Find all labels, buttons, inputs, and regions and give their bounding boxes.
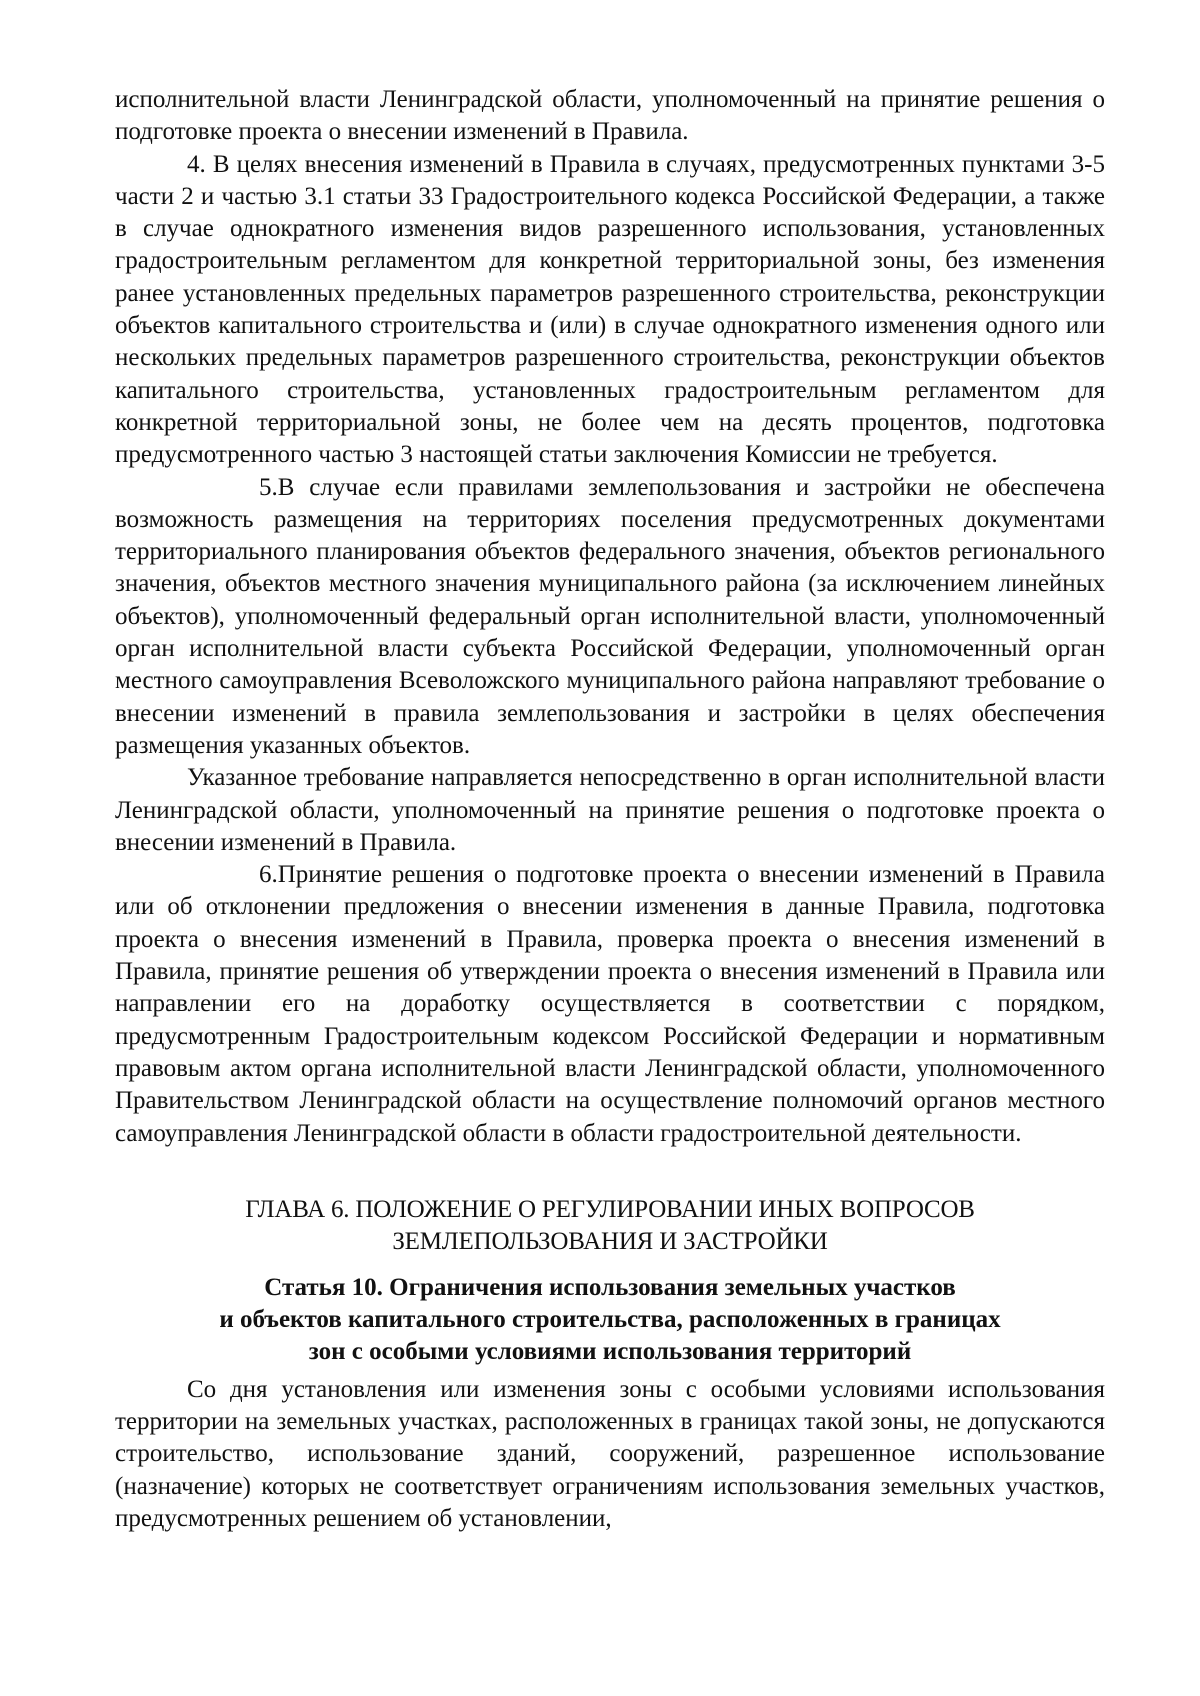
chapter-heading-line-2: ЗЕМЛЕПОЛЬЗОВАНИЯ И ЗАСТРОЙКИ [392, 1227, 828, 1255]
article-heading-line-1: Статья 10. Ограничения использования земельных участков [264, 1273, 956, 1301]
item-text-4: В целях внесения изменений в Правила в случаях, предусмотренных пунктами 3-5 части 2 и частью 3.1 статьи 33 Градостроительного кодекса Российской Федерации, а также в случае однократного изменения видов разрешенного использования, установленных градостроительным регламентом для конкретной территориальной зоны, без изменения ранее установленных предельных параметров разрешенного строительства, реконструкции объектов капитального строительства и (или) в случае однократного изменения одного или нескольких предельных параметров разрешенного строительства, реконструкции объектов капитального строительства, установленных градостроительным регламентом для конкретной территориальной зоны, не более чем на десять процентов, подготовка предусмотренного частью 3 настоящей статьи заключения Комиссии не требуется. [115, 150, 1105, 469]
article-heading-line-3: зон с особыми условиями использования территорий [308, 1337, 912, 1365]
paragraph-item-6 [115, 859, 1105, 1150]
chapter-heading [115, 1194, 1105, 1258]
paragraph-item-4 [115, 149, 1105, 472]
paragraph-item-5 [115, 472, 1105, 763]
article-heading [115, 1272, 1105, 1368]
article-heading-line-2: и объектов капитального строительства, расположенных в границах [219, 1305, 1001, 1333]
item-number-4: 4. [187, 150, 206, 178]
article-paragraph-1: Со дня установления или изменения зоны с особыми условиями использования территории на земельных участках, расположенных в границах такой зоны, не допускаются строительство, использование зданий, сооружений, разрешенное использование (назначение) которых не соответствует ограничениям использования земельных участков, предусмотренных решением об установлении, [115, 1375, 1105, 1532]
document-page [115, 84, 1105, 1535]
chapter-heading-line-1: ГЛАВА 6. ПОЛОЖЕНИЕ О РЕГУЛИРОВАНИИ ИНЫХ ВОПРОСОВ [245, 1195, 975, 1223]
item-number-6: 6. [259, 861, 278, 889]
paragraph-continuation: исполнительной власти Ленинградской области, уполномоченный на принятие решения о подготовке проекта о внесении изменений в Правила. [115, 86, 1105, 146]
paragraph-item-5-requirement: Указанное требование направляется непосредственно в орган исполнительной власти Ленинградской области, уполномоченный на принятие решения о подготовке проекта о внесении изменений в Правила. [115, 764, 1105, 856]
item-text-6: Принятие решения о подготовке проекта о внесении изменений в Правила или об отклонении предложения о внесении изменения в данные Правила, подготовка проекта о внесения изменений в Правила, проверка проекта о внесения изменений в Правила, принятие решения об утверждении проекта о внесения изменений в Правила или направлении его на доработку осуществляется в соответствии с порядком, предусмотренным Градостроительным кодексом Российской Федерации и нормативным правовым актом органа исполнительной власти Ленинградской области, уполномоченного Правительством Ленинградской области на осуществление полномочий органов местного самоуправления Ленинградской области в области градостроительной деятельности. [115, 861, 1105, 1147]
item-text-5: В случае если правилами землепользования и застройки не обеспечена возможность размещения на территориях поселения предусмотренных документами территориального планирования объектов федерального значения, объектов регионального значения, объектов местного значения муниципального района (за исключением линейных объектов), уполномоченный федеральный орган исполнительной власти, уполномоченный орган исполнительной власти субъекта Российской Федерации, уполномоченный орган местного самоуправления Всеволожского муниципального района направляют требование о внесении изменений в правила землепользования и застройки в целях обеспечения размещения указанных объектов. [115, 473, 1105, 759]
item-number-5: 5. [259, 473, 278, 501]
